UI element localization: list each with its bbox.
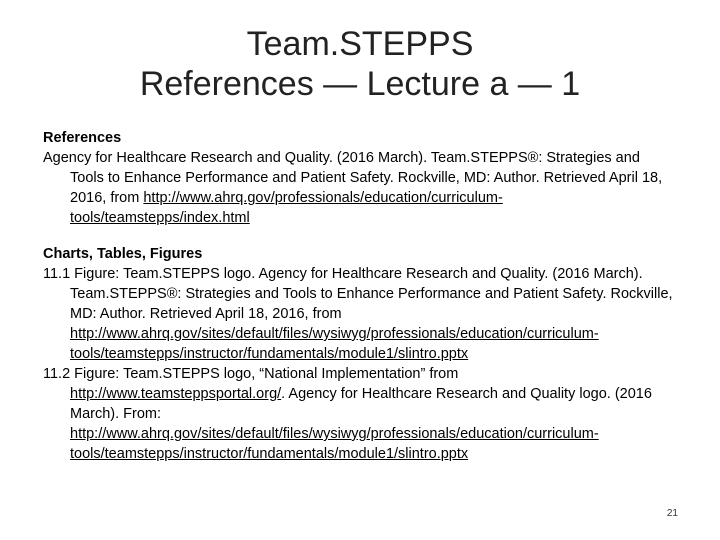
section-gap (43, 228, 673, 244)
figure-11-1-link[interactable]: http://www.ahrq.gov/sites/default/files/wysiwyg/professionals/education/curriculum-tools/teamstepps/instructor/fundamentals/module1/slintro.pptx (70, 326, 599, 362)
slide-number: 21 (666, 508, 678, 519)
slide-title-line-1: Team.STEPPS (246, 25, 474, 63)
slide-title (60, 24, 660, 104)
figure-11-1-text: 11.1 Figure: Team.STEPPS logo. Agency for Healthcare Research and Quality. (2016 March). Team.STEPPS®: Strategies and Tools to Enhance Performance and Patient Safety. Rockville, MD: Author. Retrieved April 18, 2016, from (43, 266, 673, 322)
figures-heading: Charts, Tables, Figures (43, 246, 203, 262)
slide-title-line-2: References — Lecture a — 1 (139, 65, 581, 103)
references-heading: References (43, 130, 122, 146)
figure-11-2-citation (43, 364, 673, 464)
figure-11-1-citation (43, 264, 673, 364)
reference-ahrq (43, 148, 673, 228)
reference-ahrq-link[interactable]: http://www.ahrq.gov/professionals/education/curriculum-tools/teamstepps/index.html (70, 190, 503, 226)
reference-ahrq-text: Agency for Healthcare Research and Quality. (2016 March). Team.STEPPS®: Strategies and Tools to Enhance Performance and Patient Safety. Rockville, MD: Author. Retrieved April 18, 2016, from (43, 150, 663, 206)
slide-content (43, 128, 673, 464)
figure-11-2-ahrq-link[interactable]: http://www.ahrq.gov/sites/default/files/wysiwyg/professionals/education/curriculum-tools/teamstepps/instructor/fundamentals/module1/slintro.pptx (70, 426, 599, 462)
figure-11-2-mid-text: . Agency for Healthcare Research and Quality logo. (2016 March). From: (70, 386, 652, 422)
figure-11-2-text: 11.2 Figure: Team.STEPPS logo, “National Implementation” from (43, 366, 459, 382)
figure-11-2-portal-link[interactable]: http://www.teamsteppsportal.org/ (70, 386, 282, 402)
